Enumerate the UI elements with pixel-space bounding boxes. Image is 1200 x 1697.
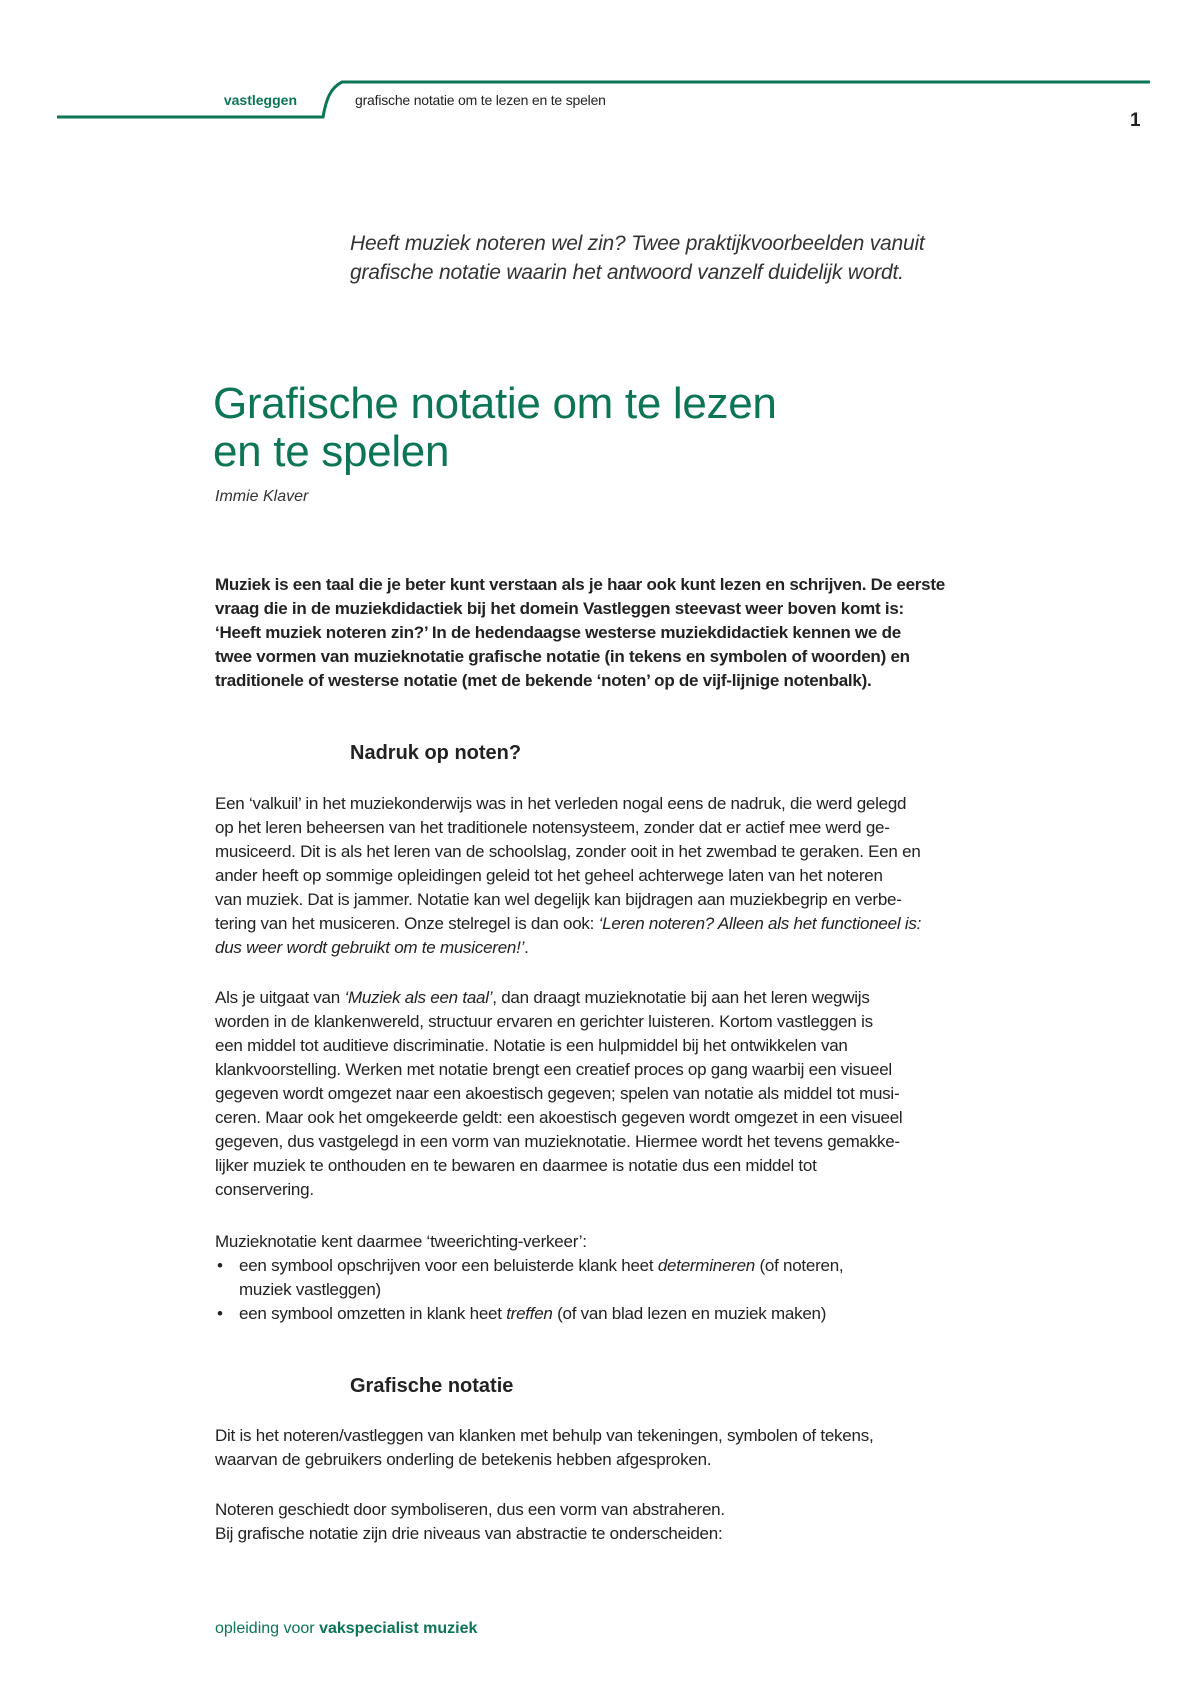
text-run: Bij grafische notatie zijn drie niveaus van abstractie te onderscheiden:: [215, 1524, 723, 1543]
text-line: [215, 1154, 902, 1178]
text-run: (of van blad lezen en muziek maken): [552, 1304, 827, 1323]
text-run: een symbool opschrijven voor een beluisterde klank heet: [239, 1256, 658, 1275]
title-line: Grafische notatie om te lezen: [213, 379, 777, 428]
text-run: ander heeft op sommige opleidingen geleid tot het geheel achterwege laten van het noteren: [215, 866, 883, 885]
text-line: [215, 864, 921, 888]
text-line: [215, 1498, 725, 1522]
title-line: en te spelen: [213, 427, 450, 476]
text-run: lijker muziek te onthouden en te bewaren en daarmee is notatie dus een middel tot: [215, 1156, 817, 1175]
text-run: Dit is het noteren/vastleggen van klanken met behulp van tekeningen, symbolen of tekens,: [215, 1426, 874, 1445]
text-run: conservering.: [215, 1180, 314, 1199]
text-line: [215, 936, 921, 960]
text-run: , dan draagt muzieknotatie bij aan het leren wegwijs: [492, 988, 870, 1007]
body-paragraph: [215, 986, 902, 1202]
header-running-title: grafische notatie om te lezen en te spelen: [355, 92, 606, 108]
bullet-item-continuation: [215, 1278, 843, 1302]
text-line: [215, 669, 945, 693]
italic-text: dus weer wordt gebruikt om te musiceren!’: [215, 938, 525, 957]
bullet-item: [215, 1302, 843, 1326]
body-paragraph: [215, 792, 921, 960]
text-run: Noteren geschiedt door symboliseren, dus een vorm van abstraheren.: [215, 1500, 725, 1519]
section-heading-grafische-notatie: Grafische notatie: [350, 1375, 514, 1397]
intro-teaser: [350, 229, 925, 287]
text-run: waarvan de gebruikers onderling de betekenis hebben afgesproken.: [215, 1450, 712, 1469]
text-run: klankvoorstelling. Werken met notatie brengt een creatief proces op gang waarbij een visueel: [215, 1060, 892, 1079]
italic-text: ‘Leren noteren? Alleen als het functioneel is:: [598, 914, 922, 933]
text-run: Een ‘valkuil’ in het muziekonderwijs was in het verleden nogal eens de nadruk, die werd gelegd: [215, 794, 907, 813]
text-run: een middel tot auditieve discriminatie. Notatie is een hulpmiddel bij het ontwikkelen van: [215, 1036, 848, 1055]
text-run: gegeven wordt omgezet naar een akoestisch gegeven; spelen van notatie als middel tot musi-: [215, 1084, 900, 1103]
text-run: worden in de klankenwereld, structuur ervaren en gerichter luisteren. Kortom vastleggen is: [215, 1012, 873, 1031]
intro-line: Heeft muziek noteren wel zin? Twee praktijkvoorbeelden vanuit: [350, 232, 925, 255]
italic-text: determineren: [657, 1256, 755, 1275]
italic-text: ‘Muziek als een taal’: [344, 988, 493, 1007]
text-line: [215, 888, 921, 912]
text-line: [215, 597, 945, 621]
text-run: muziek vastleggen): [239, 1280, 381, 1299]
text-line: [215, 1010, 902, 1034]
body-paragraph-list: [215, 1230, 843, 1326]
footer-prefix: opleiding voor: [215, 1620, 315, 1637]
text-line: [215, 1178, 902, 1202]
text-run: ceren. Maar ook het omgekeerde geldt: een akoestisch gegeven wordt omgezet in een visueel: [215, 1108, 903, 1127]
section-heading-nadruk: Nadruk op noten?: [350, 742, 522, 764]
bullet-icon: •: [217, 1256, 223, 1275]
text-run: op het leren beheersen van het traditionele notensysteem, zonder dat er actief mee werd ge-: [215, 818, 890, 837]
text-line: [215, 986, 902, 1010]
text-line: [215, 621, 945, 645]
text-line: [215, 1058, 902, 1082]
lead-paragraph: [215, 573, 945, 693]
intro-line: grafische notatie waarin het antwoord vanzelf duidelijk wordt.: [350, 261, 904, 284]
text-run: Muzieknotatie kent daarmee ‘tweerichting-verkeer’:: [215, 1232, 587, 1251]
bullet-icon: •: [217, 1304, 223, 1323]
body-paragraph: [215, 1424, 873, 1472]
body-paragraph: [215, 1498, 725, 1546]
text-run: Als je uitgaat van: [215, 988, 345, 1007]
text-line: [215, 912, 921, 936]
text-line: [215, 1230, 843, 1254]
text-run: traditionele of westerse notatie (met de bekende ‘noten’ op de vijf-lijnige notenbalk).: [215, 671, 872, 690]
text-run: gegeven, dus vastgelegd in een vorm van muzieknotatie. Hiermee wordt het tevens gemakke-: [215, 1132, 900, 1151]
text-line: [215, 1424, 873, 1448]
text-line: [215, 1522, 725, 1546]
text-line: [215, 645, 945, 669]
footer: [215, 1620, 477, 1638]
text-run: ‘Heeft muziek noteren zin?’ In de hedendaagse westerse muziekdidactiek kennen we de: [215, 623, 901, 642]
text-run: een symbool omzetten in klank heet: [239, 1304, 507, 1323]
italic-text: treffen: [506, 1304, 553, 1323]
article-author: Immie Klaver: [215, 488, 309, 505]
text-run: tering van het musiceren. Onze stelregel is dan ook:: [215, 914, 599, 933]
bullet-item: [215, 1254, 843, 1278]
text-run: musiceerd. Dit is als het leren van de schoolslag, zonder ooit in het zwembad te geraken. Een en: [215, 842, 921, 861]
text-line: [215, 792, 921, 816]
page-number: 1: [1130, 110, 1141, 131]
header-section-label: vastleggen: [223, 92, 297, 108]
text-line: [215, 1448, 873, 1472]
text-run: twee vormen van muzieknotatie grafische notatie (in tekens en symbolen of woorden) en: [215, 647, 910, 666]
text-run: van muziek. Dat is jammer. Notatie kan wel degelijk kan bijdragen aan muziekbegrip en verbe-: [215, 890, 902, 909]
text-line: [215, 840, 921, 864]
text-line: [215, 1106, 902, 1130]
text-line: [215, 1034, 902, 1058]
header-rule: [0, 0, 1200, 140]
text-line: [215, 1130, 902, 1154]
text-line: [215, 1082, 902, 1106]
text-line: [215, 573, 945, 597]
text-run: .: [524, 938, 529, 957]
text-run: Muziek is een taal die je beter kunt verstaan als je haar ook kunt lezen en schrijven. De eerste: [215, 575, 945, 594]
text-run: vraag die in de muziekdidactiek bij het domein Vastleggen steevast weer boven komt is:: [215, 599, 904, 618]
article-title: [213, 380, 777, 476]
footer-emphasis: vakspecialist muziek: [319, 1620, 478, 1637]
text-run: (of noteren,: [754, 1256, 844, 1275]
text-line: [215, 816, 921, 840]
